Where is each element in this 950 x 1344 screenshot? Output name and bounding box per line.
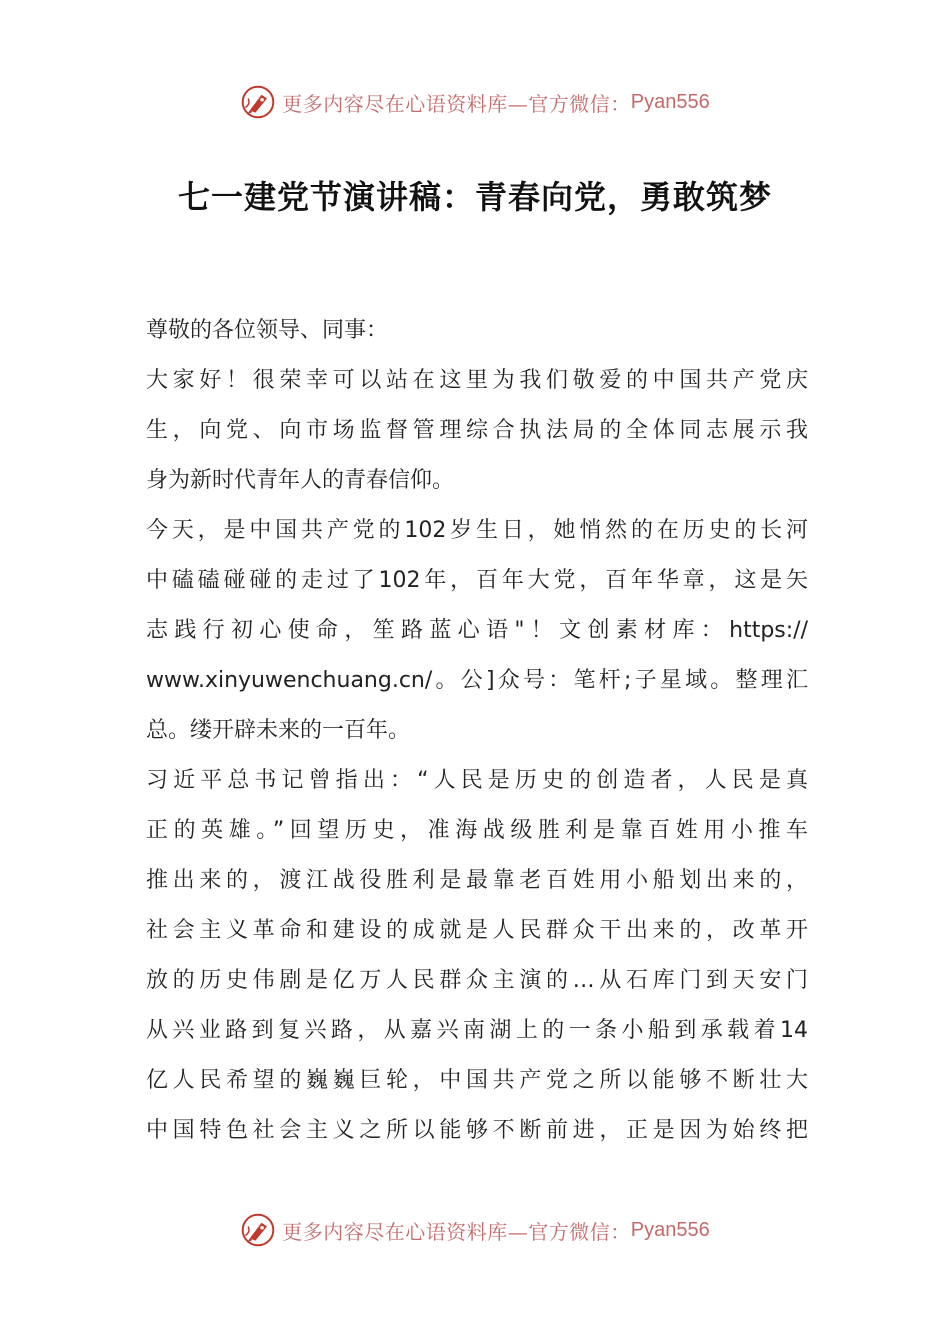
watermark-text: 更多内容尽在心语资料库—官方微信： bbox=[282, 1219, 631, 1244]
body-line: 推出来的，渡江战役胜利是最靠老百姓用小船划出来的， bbox=[146, 868, 808, 893]
body-line: 从兴业路到复兴路，从嘉兴南湖上的一条小船到承载着14 bbox=[146, 1018, 808, 1043]
pen-nib-logo-icon bbox=[240, 84, 276, 120]
body-line: 正的英雄。”回望历史，准海战级胜利是靠百姓用小推车 bbox=[146, 818, 808, 843]
body-line: 尊敬的各位领导、同事： bbox=[146, 318, 389, 343]
watermark-text: 更多内容尽在心语资料库—官方微信： bbox=[282, 91, 631, 116]
body-line: 大家好！很荣幸可以站在这里为我们敬爱的中国共产党庆 bbox=[146, 368, 808, 393]
body-line: 总。缕开辟未来的一百年。 bbox=[146, 718, 411, 743]
body-line: 放的历史伟剧是亿万人民群众主演的…从石库门到天安门 bbox=[146, 968, 808, 993]
body-line: www.xinyuwenchuang.cn/。公]众号：笔杆;子星域。整理汇 bbox=[146, 668, 808, 693]
body-line: 中磕磕碰碰的走过了102年，百年大党，百年华章，这是矢 bbox=[146, 568, 808, 593]
body-line: 生，向党、向市场监督管理综合执法局的全体同志展示我 bbox=[146, 418, 808, 443]
speech-body bbox=[146, 306, 808, 1156]
pen-nib-logo-icon bbox=[240, 1212, 276, 1248]
watermark-handle: Pyan556 bbox=[630, 1218, 710, 1241]
watermark-banner-top bbox=[0, 77, 950, 127]
body-line: 中国特色社会主义之所以能够不断前进，正是因为始终把 bbox=[146, 1118, 808, 1143]
watermark-banner-bottom bbox=[0, 1205, 950, 1255]
body-line: 身为新时代青年人的青春信仰。 bbox=[146, 468, 455, 493]
body-line: 今天，是中国共产党的102岁生日，她悄然的在历史的长河 bbox=[146, 518, 808, 543]
body-line: 习近平总书记曾指出：“人民是历史的创造者，人民是真 bbox=[146, 768, 808, 793]
body-line: 亿人民希望的巍巍巨轮，中国共产党之所以能够不断壮大 bbox=[146, 1068, 808, 1093]
body-line: 社会主义革命和建设的成就是人民群众干出来的，改革开 bbox=[146, 918, 808, 943]
body-line: 志践行初心使命，笙路蓝心语"！文创素材库：https:// bbox=[146, 618, 808, 643]
watermark-handle: Pyan556 bbox=[630, 90, 710, 113]
page-title: 七一建党节演讲稿：青春向党，勇敢筑梦 bbox=[177, 178, 772, 216]
